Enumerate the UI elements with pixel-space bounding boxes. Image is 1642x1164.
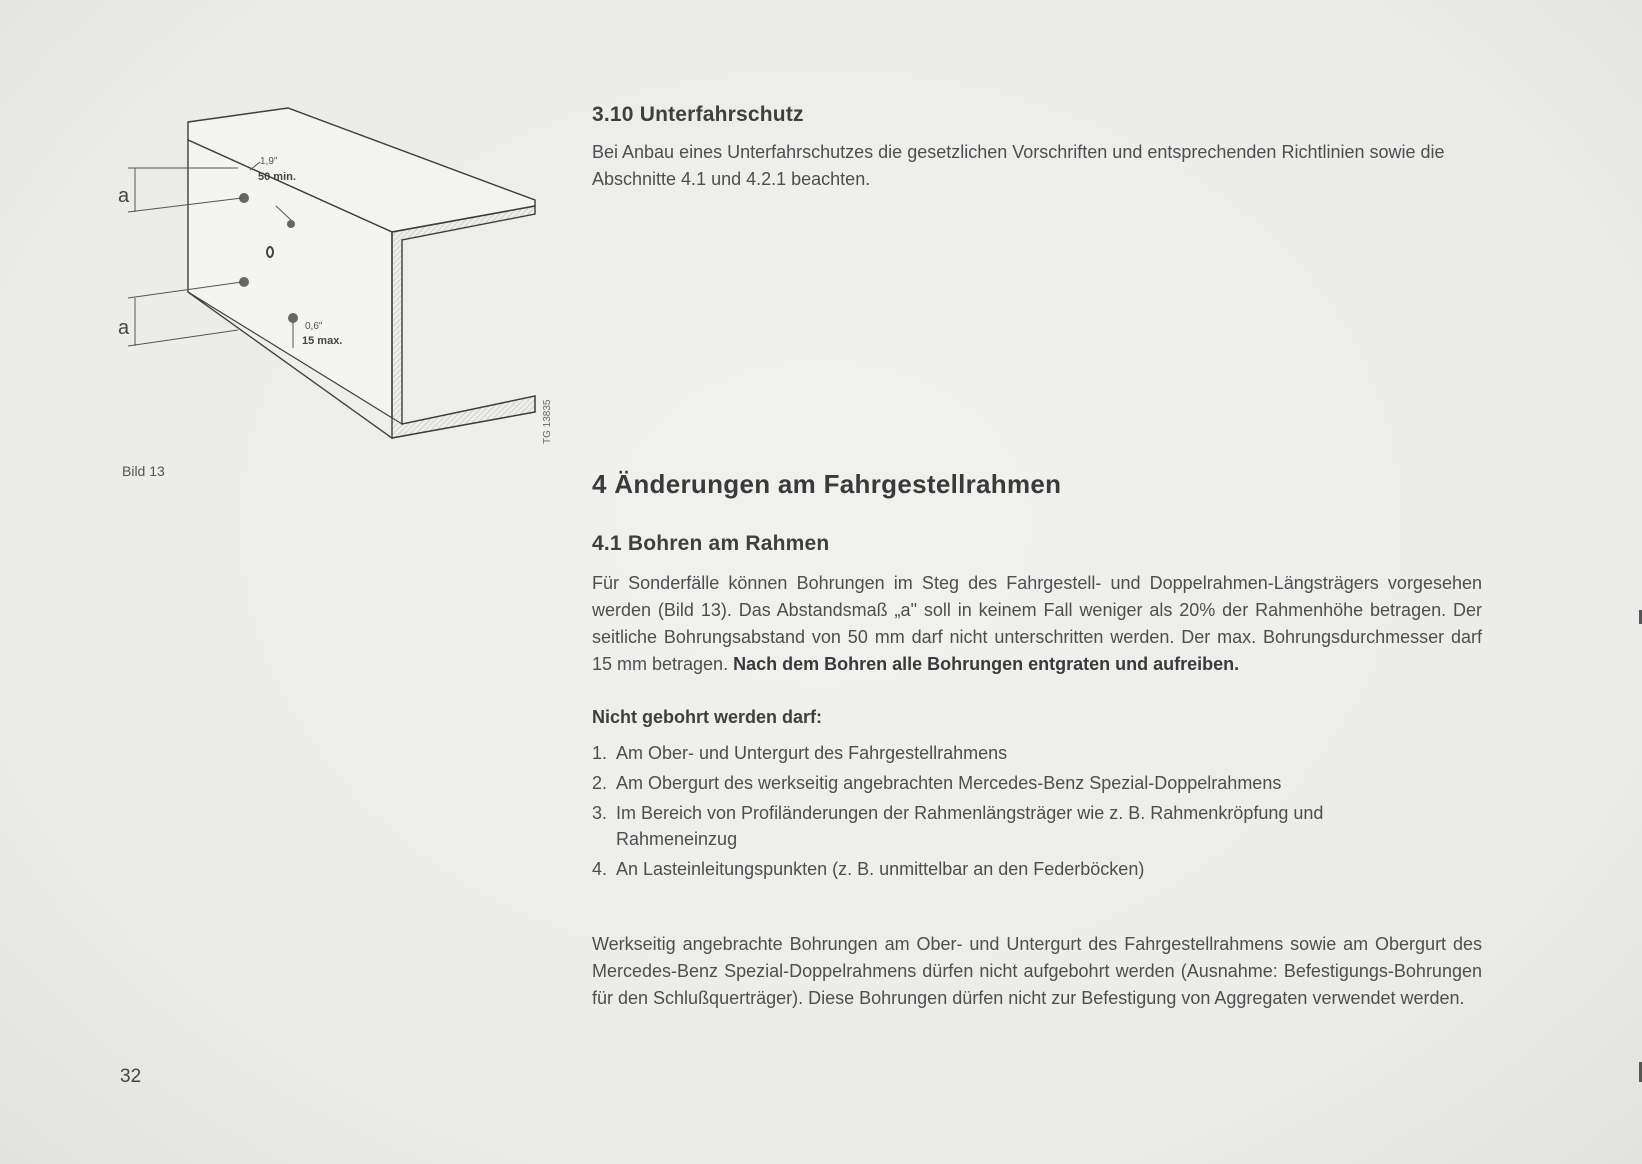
section-4-1-body-emphasis: Nach dem Bohren alle Bohrungen entgraten und aufreiben. (733, 654, 1240, 674)
section-3-10-heading: 3.10 Unterfahrschutz (592, 103, 804, 126)
figure-reference-code: TG 13835 (542, 399, 553, 444)
section-4-1-body (592, 570, 1482, 678)
min-distance-inch: 1,9" (260, 156, 278, 167)
min-distance-mm: 50 min. (258, 171, 296, 183)
list-item (592, 770, 1482, 796)
list-item-number: 1. (592, 743, 608, 763)
max-diameter-mm: 15 max. (302, 335, 343, 347)
list-item (592, 856, 1482, 882)
list-item (592, 800, 1482, 852)
figure-caption: Bild 13 (122, 463, 165, 479)
list-item-number: 4. (592, 859, 608, 879)
hole-upper-right (287, 220, 295, 228)
section-4-heading: 4 Änderungen am Fahrgestellrahmen (592, 469, 1062, 499)
no-drill-list (592, 740, 1482, 886)
list-item (592, 740, 1482, 766)
list-item-number: 3. (592, 803, 608, 823)
hole-lower-right (288, 313, 298, 323)
section-4-1-body-text: Für Sonderfälle können Bohrungen im Steg des Fahrgestell- und Doppelrahmen-Längsträgers vorgesehen werden (Bild 13). Das Abstandsmaß „a" soll in keinem Fall weniger als 20% der Rahmenhöhe betragen. Der seitliche Bohrungsabstand von 50 mm darf nicht unterschritten werden. Der max. Bohrungsdurchmesser darf 15 mm betragen. (592, 573, 1482, 674)
list-item-text: An Lasteinleitungspunkten (z. B. unmittelbar an den Federböcken) (616, 859, 1145, 879)
hatched-cross-section (392, 206, 535, 438)
frame-drilling-figure (110, 100, 570, 460)
list-item-text: Am Ober- und Untergurt des Fahrgestellrahmens (616, 743, 1008, 763)
section-4-1-closing-paragraph: Werkseitig angebrachte Bohrungen am Ober- und Untergurt des Fahrgestellrahmens sowie am Obergurt des Mercedes-Benz Spezial-Doppelrahmens dürfen nicht aufgebohrt werden (Ausnahme: Befestigungs-Bohrungen für den Schlußquerträger). Diese Bohrungen dürfen nicht zur Befestigung von Aggregaten verwendet werden. (592, 934, 1482, 1008)
list-item-text: Im Bereich von Profiländerungen der Rahmenlängsträger wie z. B. Rahmenkröpfung und Rahmeneinzug (616, 803, 1324, 849)
dimension-a-label-lower: a (118, 317, 130, 339)
no-drill-list-heading: Nicht gebohrt werden darf: (592, 707, 823, 727)
max-diameter-inch: 0,6" (305, 321, 323, 332)
section-4-1-heading: 4.1 Bohren am Rahmen (592, 532, 830, 555)
list-item-text: Am Obergurt des werkseitig angebrachten Mercedes-Benz Spezial-Doppelrahmens (616, 773, 1282, 793)
page-number: 32 (120, 1066, 142, 1087)
c-channel-drawing (110, 100, 570, 460)
list-item-number: 2. (592, 773, 608, 793)
dimension-a-label-upper: a (118, 185, 130, 207)
section-3-10-body: Bei Anbau eines Unterfahrschutzes die gesetzlichen Vorschriften und entsprechenden Richtlinien sowie die Abschnitte 4.1 und 4.2.1 beachten. (592, 142, 1445, 189)
